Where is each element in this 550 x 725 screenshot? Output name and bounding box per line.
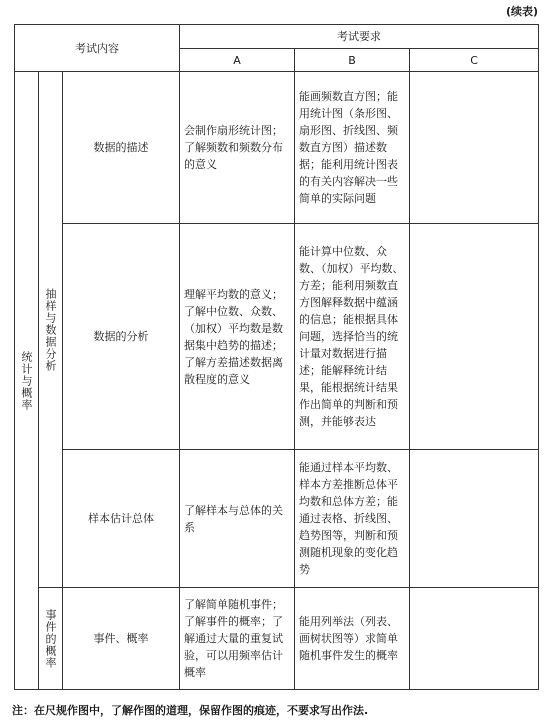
requirement-b: 能计算中位数、众数、（加权）平均数、方差；能利用频数直方图解释数据中蕴涵的信息；能根据具体问题，选择恰当的统计量对数据进行描述；能解释统计结果，能根据统计结果作出简单的判断和预测，并能够表达 (295, 224, 410, 450)
table-row (15, 224, 539, 450)
requirement-b: 能画频数直方图；能用统计图（条形图、扇形图、折线图、频数直方图）描述数据；能利用统计图表的有关内容解决一些简单的实际问题 (295, 72, 410, 224)
table-row (15, 588, 539, 690)
requirement-a: 了解样本与总体的关系 (180, 450, 295, 588)
requirement-a: 理解平均数的意义；了解中位数、众数、（加权）平均数是数据集中趋势的描述；了解方差描述数据离散程度的意义 (180, 224, 295, 450)
requirement-c (410, 588, 539, 690)
requirement-c (410, 450, 539, 588)
subgroup-events: 事件的概率 (39, 588, 63, 690)
header-row (15, 25, 539, 49)
requirement-a: 会制作扇形统计图；了解频数和频数分布的意义 (180, 72, 295, 224)
topic-cell: 样本估计总体 (63, 450, 180, 588)
category-cell: 统计与概率 (15, 72, 39, 690)
topic-cell: 数据的描述 (63, 72, 180, 224)
table-row (15, 450, 539, 588)
requirement-c (410, 72, 539, 224)
topic-cell: 数据的分析 (63, 224, 180, 450)
requirement-b: 能用列举法（列表、画树状图等）求简单随机事件发生的概率 (295, 588, 410, 690)
footnote: 注：在尺规作图中，了解作图的道理，保留作图的痕迹，不要求写出作法. (12, 704, 369, 717)
col-c-header: C (410, 49, 539, 72)
col-a-header: A (180, 49, 295, 72)
requirement-b: 能通过样本平均数、样本方差推断总体平均数和总体方差；能通过表格、折线图、趋势图等，判断和预测随机现象的变化趋势 (295, 450, 410, 588)
topic-cell: 事件、概率 (63, 588, 180, 690)
requirement-c (410, 224, 539, 450)
requirement-a: 了解简单随机事件；了解事件的概率；了解通过大量的重复试验，可以用频率估计概率 (180, 588, 295, 690)
table-row (15, 72, 539, 224)
requirements-header: 考试要求 (180, 25, 539, 49)
content-header: 考试内容 (15, 25, 180, 72)
continued-label: (续表) (505, 5, 538, 18)
exam-requirements-table (14, 24, 539, 690)
subgroup-sampling: 抽样与数据分析 (39, 72, 63, 588)
col-b-header: B (295, 49, 410, 72)
